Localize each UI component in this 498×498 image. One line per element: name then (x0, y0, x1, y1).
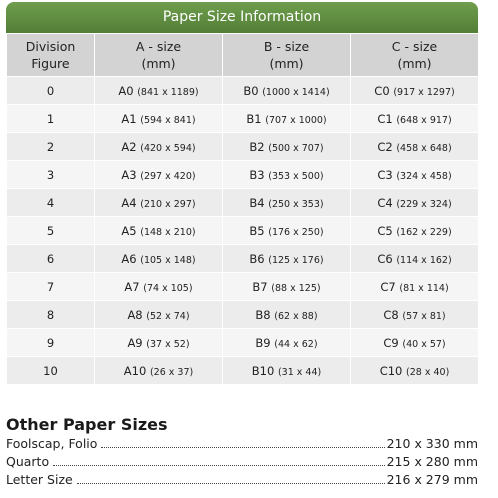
paper-size-table (6, 33, 479, 385)
size-name: B6 (249, 251, 265, 266)
size-dimensions: (324 x 458) (396, 170, 452, 182)
table-row (7, 189, 479, 217)
size-name: A1 (121, 111, 137, 126)
size-name: B4 (249, 195, 265, 210)
b-size-cell (223, 133, 351, 161)
table-row (7, 217, 479, 245)
division-cell: 7 (7, 273, 95, 301)
other-size-row (6, 436, 478, 454)
size-dimensions: (57 x 81) (402, 310, 446, 322)
a-size-cell (95, 217, 223, 245)
size-dimensions: (458 x 648) (396, 142, 452, 154)
table-row (7, 161, 479, 189)
size-name: B9 (255, 335, 271, 350)
size-dimensions: (229 x 324) (396, 198, 452, 210)
size-dimensions: (52 x 74) (146, 310, 190, 322)
size-dimensions: (297 x 420) (140, 170, 196, 182)
column-header-line2: Figure (31, 56, 70, 71)
size-dimensions: (62 x 88) (274, 310, 318, 322)
c-size-cell (351, 357, 479, 385)
other-sizes-heading: Other Paper Sizes (6, 415, 168, 434)
size-name: A2 (121, 139, 137, 154)
division-cell: 6 (7, 245, 95, 273)
size-dimensions: (353 x 500) (268, 170, 324, 182)
a-size-cell (95, 245, 223, 273)
size-dimensions: (74 x 105) (143, 282, 193, 294)
size-name: B3 (249, 167, 265, 182)
table-header-row (7, 34, 479, 77)
size-dimensions: (88 x 125) (271, 282, 321, 294)
a-size-cell (95, 77, 223, 105)
table-row (7, 273, 479, 301)
size-name: A7 (124, 279, 140, 294)
size-name: B5 (249, 223, 265, 238)
division-cell: 0 (7, 77, 95, 105)
column-header-line2: (mm) (141, 56, 176, 71)
division-cell: 8 (7, 301, 95, 329)
size-name: C3 (377, 167, 393, 182)
column-header-a-size (95, 34, 223, 77)
b-size-cell (223, 161, 351, 189)
table-row (7, 77, 479, 105)
other-size-row (6, 472, 478, 490)
size-name: C5 (377, 223, 393, 238)
size-dimensions: (31 x 44) (277, 366, 322, 378)
division-cell: 9 (7, 329, 95, 357)
size-dimensions: (162 x 229) (396, 226, 452, 238)
a-size-cell (95, 189, 223, 217)
size-name: C9 (383, 335, 399, 350)
size-name: B10 (251, 363, 275, 378)
division-cell: 3 (7, 161, 95, 189)
b-size-cell (223, 357, 351, 385)
size-name: B2 (249, 139, 265, 154)
table-body (7, 77, 479, 385)
size-dimensions: (500 x 707) (268, 142, 324, 154)
size-dimensions: (917 x 1297) (393, 86, 455, 98)
table-row (7, 105, 479, 133)
division-cell: 4 (7, 189, 95, 217)
size-name: A4 (121, 195, 137, 210)
column-header-division (7, 34, 95, 77)
a-size-cell (95, 161, 223, 189)
column-header-line1: B - size (263, 39, 310, 54)
size-name: C0 (374, 83, 390, 98)
b-size-cell (223, 189, 351, 217)
other-size-name: Quarto (6, 454, 50, 469)
c-size-cell (351, 161, 479, 189)
dot-leader (101, 447, 384, 448)
size-dimensions: (148 x 210) (140, 226, 196, 238)
size-name: C7 (380, 279, 396, 294)
size-dimensions: (648 x 917) (396, 114, 452, 126)
division-cell: 2 (7, 133, 95, 161)
size-dimensions: (37 x 52) (146, 338, 190, 350)
size-dimensions: (105 x 148) (140, 254, 196, 266)
column-header-line1: A - size (135, 39, 182, 54)
size-dimensions: (594 x 841) (140, 114, 196, 126)
column-header-line2: (mm) (397, 56, 432, 71)
c-size-cell (351, 189, 479, 217)
column-header-line1: C - size (391, 39, 438, 54)
table-row (7, 133, 479, 161)
a-size-cell (95, 357, 223, 385)
size-dimensions: (114 x 162) (396, 254, 452, 266)
size-dimensions: (44 x 62) (274, 338, 318, 350)
size-name: C1 (377, 111, 393, 126)
table-row (7, 329, 479, 357)
b-size-cell (223, 105, 351, 133)
table-row (7, 245, 479, 273)
c-size-cell (351, 105, 479, 133)
size-name: B7 (252, 279, 268, 294)
other-size-name: Foolscap, Folio (6, 436, 98, 451)
a-size-cell (95, 301, 223, 329)
a-size-cell (95, 273, 223, 301)
size-name: C2 (377, 139, 393, 154)
size-name: A10 (123, 363, 147, 378)
c-size-cell (351, 217, 479, 245)
c-size-cell (351, 133, 479, 161)
other-sizes-list (6, 436, 478, 490)
size-dimensions: (250 x 353) (268, 198, 324, 210)
size-name: A3 (121, 167, 137, 182)
size-dimensions: (707 x 1000) (265, 114, 327, 126)
other-size-name: Letter Size (6, 472, 73, 487)
column-header-b-size (223, 34, 351, 77)
size-name: A0 (118, 83, 134, 98)
column-header-line2: (mm) (269, 56, 304, 71)
dot-leader (53, 465, 385, 466)
table-title: Paper Size Information (6, 2, 478, 33)
c-size-cell (351, 301, 479, 329)
b-size-cell (223, 301, 351, 329)
division-cell: 5 (7, 217, 95, 245)
column-header-line1: Division (25, 39, 76, 54)
size-name: A9 (127, 335, 143, 350)
b-size-cell (223, 77, 351, 105)
other-size-row (6, 454, 478, 472)
size-dimensions: (125 x 176) (268, 254, 324, 266)
size-dimensions: (1000 x 1414) (262, 86, 330, 98)
b-size-cell (223, 217, 351, 245)
size-dimensions: (176 x 250) (268, 226, 324, 238)
size-name: A6 (121, 251, 137, 266)
table-row (7, 357, 479, 385)
size-name: B1 (246, 111, 262, 126)
size-dimensions: (28 x 40) (406, 366, 450, 378)
size-dimensions: (81 x 114) (399, 282, 449, 294)
division-cell: 10 (7, 357, 95, 385)
c-size-cell (351, 273, 479, 301)
size-name: C8 (383, 307, 399, 322)
other-size-value: 210 x 330 mm (386, 436, 478, 451)
other-size-value: 215 x 280 mm (386, 454, 478, 469)
dot-leader (77, 483, 385, 484)
size-dimensions: (40 x 57) (402, 338, 446, 350)
size-name: C4 (377, 195, 393, 210)
size-dimensions: (420 x 594) (140, 142, 196, 154)
size-name: C10 (379, 363, 403, 378)
a-size-cell (95, 329, 223, 357)
a-size-cell (95, 105, 223, 133)
division-cell: 1 (7, 105, 95, 133)
size-name: A5 (121, 223, 137, 238)
column-header-c-size (351, 34, 479, 77)
size-name: C6 (377, 251, 393, 266)
other-size-value: 216 x 279 mm (386, 472, 478, 487)
size-dimensions: (841 x 1189) (137, 86, 199, 98)
table-row (7, 301, 479, 329)
size-name: B8 (255, 307, 271, 322)
a-size-cell (95, 133, 223, 161)
b-size-cell (223, 273, 351, 301)
b-size-cell (223, 245, 351, 273)
c-size-cell (351, 245, 479, 273)
size-name: B0 (243, 83, 259, 98)
size-name: A8 (127, 307, 143, 322)
c-size-cell (351, 329, 479, 357)
b-size-cell (223, 329, 351, 357)
c-size-cell (351, 77, 479, 105)
size-dimensions: (210 x 297) (140, 198, 196, 210)
size-dimensions: (26 x 37) (149, 366, 194, 378)
